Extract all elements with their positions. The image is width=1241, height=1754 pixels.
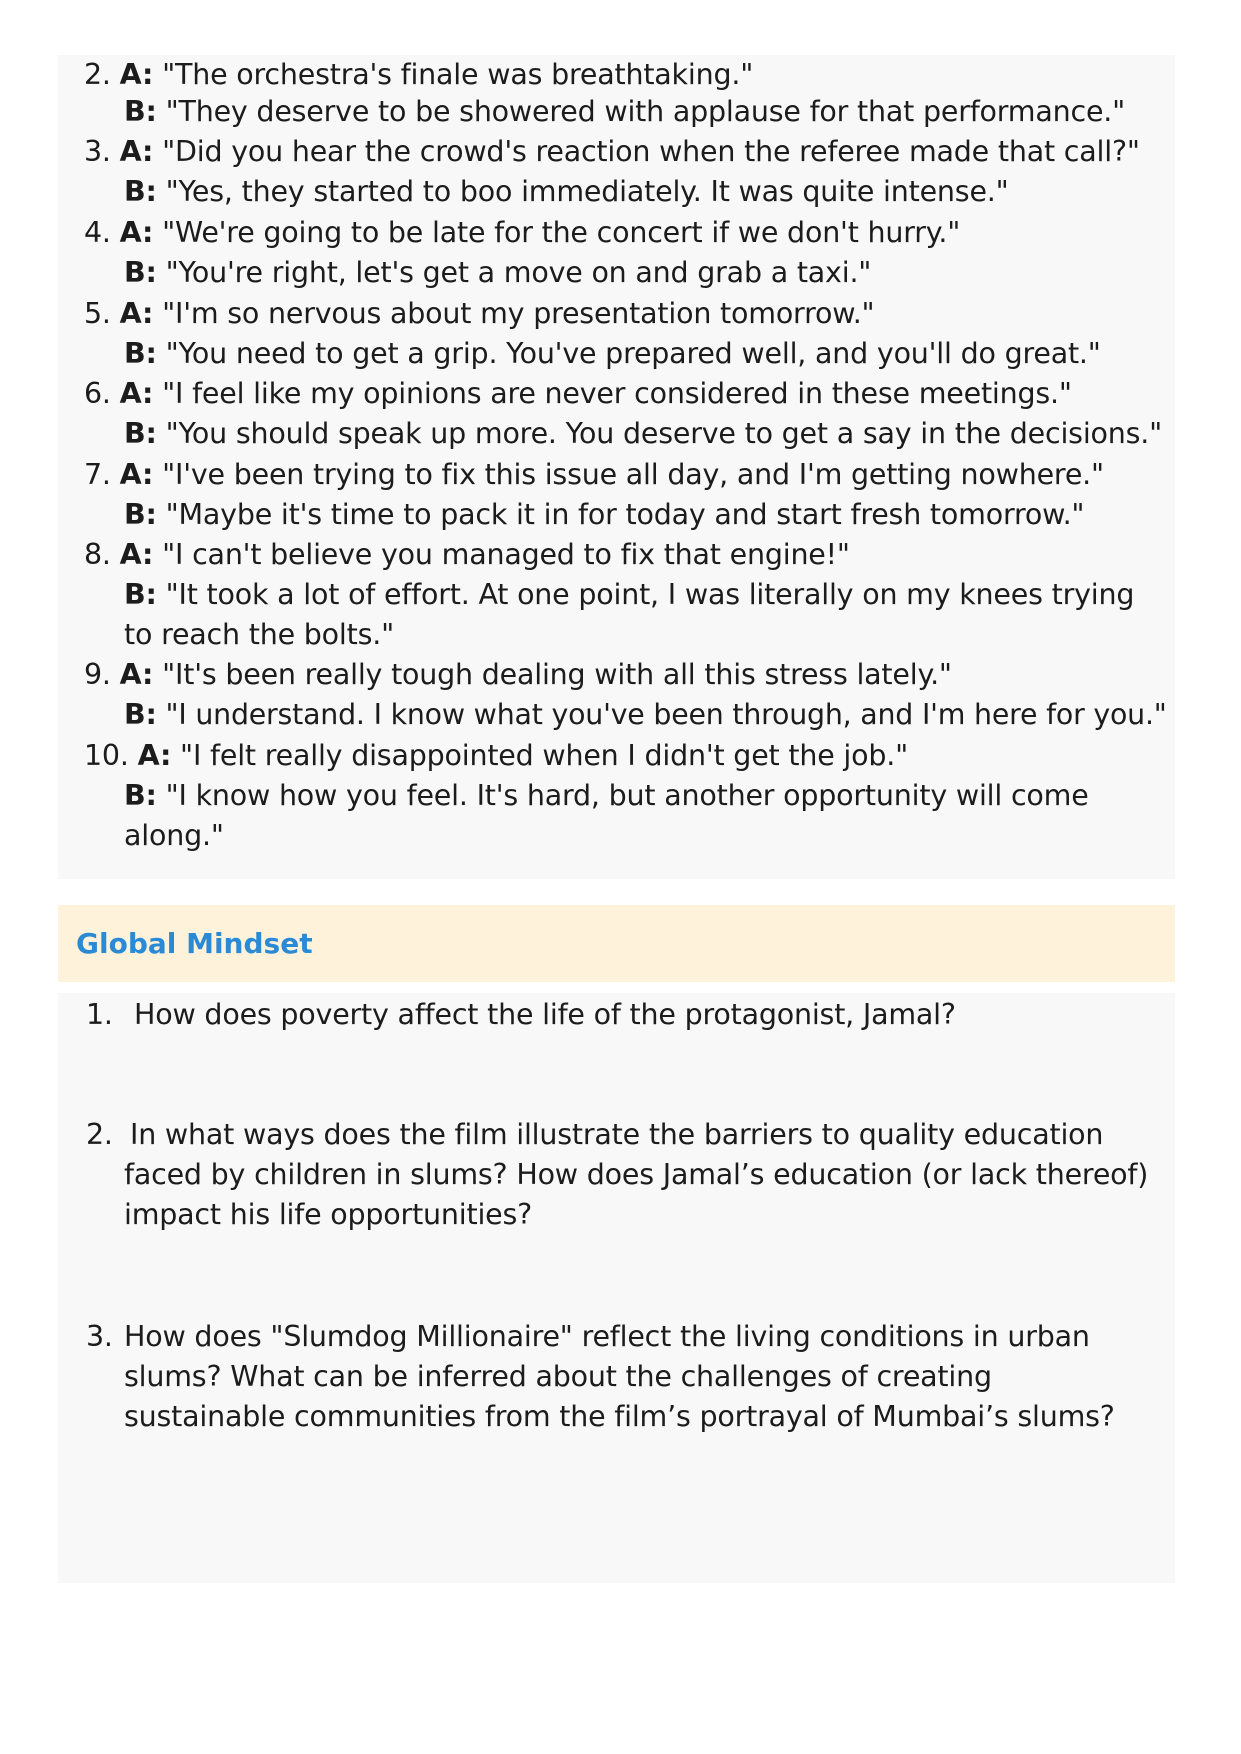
speaker-a-label: A: <box>119 458 154 491</box>
dialogue-a-line <box>84 294 874 334</box>
dialogue-b-line <box>124 414 1162 454</box>
dialogue-number: 2. <box>84 58 111 91</box>
speaker-b-label: B: <box>124 498 157 531</box>
speaker-a-label: A: <box>119 135 154 168</box>
dialogue-b-line <box>124 172 1009 212</box>
dialogue-b-line <box>124 495 1084 535</box>
question-number: 1. <box>86 998 113 1031</box>
speaker-a-label: A: <box>119 538 154 571</box>
speaker-b-text: "You're right, let's get a move on and grab a taxi." <box>165 256 872 289</box>
speaker-a-label: A: <box>119 297 154 330</box>
speaker-a-text: "It's been really tough dealing with all this stress lately." <box>162 658 952 691</box>
dialogue-a-line <box>84 655 952 695</box>
dialogue-number: 3. <box>84 135 111 168</box>
question-number: 3. <box>86 1320 113 1353</box>
dialogue-number: 6. <box>84 377 111 410</box>
speaker-b-label: B: <box>124 95 157 128</box>
speaker-b-text: "It took a lot of effort. At one point, I was literally on my knees trying <box>165 578 1135 611</box>
speaker-a-label: A: <box>137 739 172 772</box>
speaker-a-text: "Did you hear the crowd's reaction when the referee made that call?" <box>162 135 1140 168</box>
dialogue-b-line <box>124 92 1125 132</box>
speaker-b-label: B: <box>124 337 157 370</box>
speaker-b-label: B: <box>124 256 157 289</box>
speaker-a-label: A: <box>119 658 154 691</box>
speaker-b-text: "I understand. I know what you've been through, and I'm here for you." <box>165 698 1167 731</box>
dialogue-b-line <box>124 253 871 293</box>
speaker-b-label: B: <box>124 578 157 611</box>
dialogue-b-continuation: to reach the bolts." <box>124 618 395 651</box>
speaker-a-text: "I've been trying to fix this issue all day, and I'm getting nowhere." <box>162 458 1104 491</box>
dialogue-number: 7. <box>84 458 111 491</box>
speaker-b-label: B: <box>124 417 157 450</box>
speaker-b-label: B: <box>124 779 157 812</box>
dialogue-number: 10. <box>84 739 129 772</box>
dialogue-number: 8. <box>84 538 111 571</box>
dialogue-a-line <box>84 213 960 253</box>
dialogue-a-line <box>84 374 1072 414</box>
dialogue-a-line <box>84 736 908 776</box>
dialogue-a-line <box>84 535 850 575</box>
speaker-a-text: "I can't believe you managed to fix that engine!" <box>162 538 850 571</box>
dialogue-b-line <box>124 575 1134 615</box>
dialogue-number: 5. <box>84 297 111 330</box>
dialogue-list-panel <box>58 55 1175 879</box>
dialogue-a-line <box>84 132 1140 172</box>
speaker-a-text: "The orchestra's finale was breathtaking." <box>162 58 754 91</box>
speaker-b-text: "Maybe it's time to pack it in for today and start fresh tomorrow." <box>165 498 1085 531</box>
speaker-b-text: "Yes, they started to boo immediately. It was quite intense." <box>165 175 1009 208</box>
speaker-b-text: "You should speak up more. You deserve to get a say in the decisions." <box>165 417 1163 450</box>
dialogue-b-line <box>124 695 1167 735</box>
dialogue-b-line <box>124 334 1101 374</box>
speaker-a-label: A: <box>119 377 154 410</box>
speaker-b-text: "You need to get a grip. You've prepared well, and you'll do great." <box>165 337 1101 370</box>
dialogue-a-line <box>84 455 1104 495</box>
dialogue-b-line <box>124 776 1089 816</box>
section-title: Global Mindset <box>76 927 313 960</box>
dialogue-b-continuation: along." <box>124 819 224 852</box>
question-text-continuation: sustainable communities from the film’s portrayal of Mumbai’s slums? <box>124 1400 1115 1433</box>
question-text-continuation: faced by children in slums? How does Jamal’s education (or lack thereof) <box>124 1158 1149 1191</box>
questions-panel <box>58 993 1175 1583</box>
speaker-a-text: "I felt really disappointed when I didn't get the job." <box>180 739 909 772</box>
speaker-a-text: "I feel like my opinions are never considered in these meetings." <box>162 377 1072 410</box>
speaker-a-text: "I'm so nervous about my presentation tomorrow." <box>162 297 875 330</box>
speaker-a-text: "We're going to be late for the concert if we don't hurry." <box>162 216 961 249</box>
speaker-a-label: A: <box>119 58 154 91</box>
question-text-continuation: impact his life opportunities? <box>124 1198 533 1231</box>
question-text: In what ways does the film illustrate the barriers to quality education <box>130 1118 1104 1151</box>
dialogue-number: 9. <box>84 658 111 691</box>
question-text-continuation: slums? What can be inferred about the challenges of creating <box>124 1360 992 1393</box>
speaker-a-label: A: <box>119 216 154 249</box>
question-text: How does "Slumdog Millionaire" reflect the living conditions in urban <box>124 1320 1090 1353</box>
speaker-b-label: B: <box>124 698 157 731</box>
global-mindset-header <box>58 905 1175 982</box>
question-text: How does poverty affect the life of the protagonist, Jamal? <box>134 998 956 1031</box>
question-number: 2. <box>86 1118 113 1151</box>
dialogue-number: 4. <box>84 216 111 249</box>
speaker-b-text: "I know how you feel. It's hard, but another opportunity will come <box>165 779 1089 812</box>
dialogue-a-line <box>84 55 753 95</box>
speaker-b-label: B: <box>124 175 157 208</box>
speaker-b-text: "They deserve to be showered with applause for that performance." <box>165 95 1126 128</box>
